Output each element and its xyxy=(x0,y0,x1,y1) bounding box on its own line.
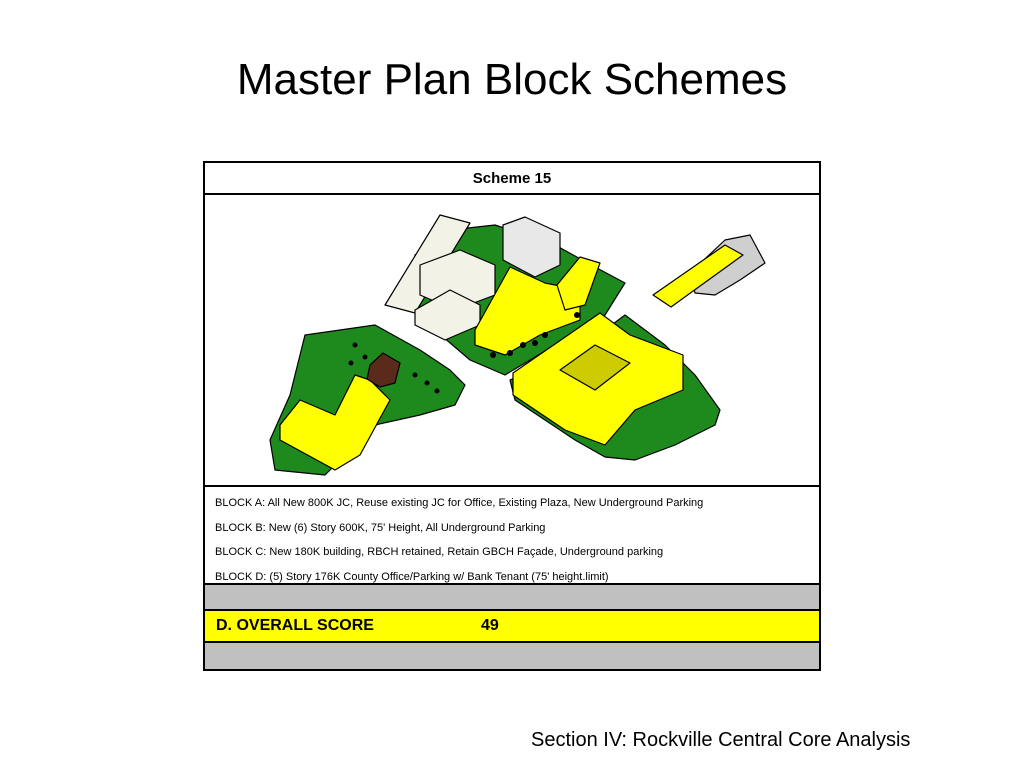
slide-title: Master Plan Block Schemes xyxy=(236,55,788,104)
site-plan-image xyxy=(205,195,819,487)
scheme-header: Scheme 15 xyxy=(205,163,819,195)
block-notes xyxy=(205,487,819,585)
overall-score-row xyxy=(205,611,819,643)
overall-score-label: D. OVERALL SCORE xyxy=(216,617,374,634)
massing-model-illustration xyxy=(205,195,819,487)
note-block-a: BLOCK A: All New 800K JC, Reuse existing JC for Office, Existing Plaza, New Underground Parking xyxy=(215,497,704,509)
blank-row-top xyxy=(205,585,819,611)
slide-footer: Section IV: Rockville Central Core Analysis xyxy=(531,729,911,751)
note-block-d: BLOCK D: (5) Story 176K County Office/Parking w/ Bank Tenant (75' height.limit) xyxy=(215,570,609,583)
scheme-table xyxy=(203,161,821,671)
overall-score-value: 49 xyxy=(481,617,499,634)
note-block-b: BLOCK B: New (6) Story 600K, 75' Height, All Underground Parking xyxy=(215,521,546,534)
note-block-c: BLOCK C: New 180K building, RBCH retained, Retain GBCH Façade, Underground parking xyxy=(215,546,664,558)
blank-row-bottom xyxy=(205,643,819,669)
